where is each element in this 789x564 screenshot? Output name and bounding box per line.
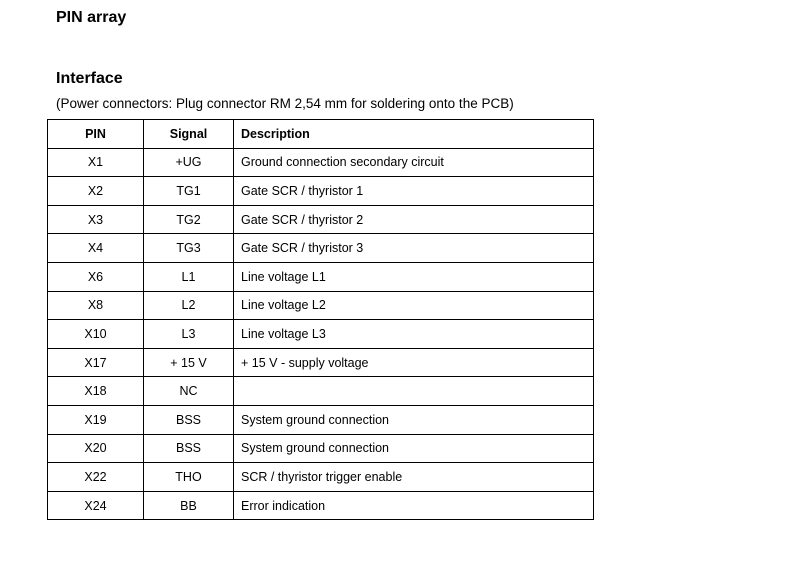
connector-note: (Power connectors: Plug connector RM 2,54 mm for soldering onto the PCB) (56, 96, 514, 111)
table-row (48, 377, 594, 406)
signal-cell: BSS (144, 434, 234, 463)
pin-cell: X6 (48, 262, 144, 291)
pin-cell: X18 (48, 377, 144, 406)
table-row (48, 205, 594, 234)
signal-cell: L2 (144, 291, 234, 320)
description-cell: SCR / thyristor trigger enable (234, 463, 594, 492)
signal-cell: TG2 (144, 205, 234, 234)
pin-cell: X20 (48, 434, 144, 463)
pin-cell: X19 (48, 405, 144, 434)
table-header-row (48, 120, 594, 149)
signal-cell: NC (144, 377, 234, 406)
table-row (48, 348, 594, 377)
header-signal: Signal (144, 120, 234, 149)
table-row (48, 491, 594, 520)
header-pin: PIN (48, 120, 144, 149)
signal-cell: L3 (144, 320, 234, 349)
signal-cell: + 15 V (144, 348, 234, 377)
table-row (48, 463, 594, 492)
pin-cell: X8 (48, 291, 144, 320)
section-title: Interface (56, 70, 123, 87)
pin-cell: X1 (48, 148, 144, 177)
signal-cell: TG1 (144, 177, 234, 206)
description-cell: System ground connection (234, 434, 594, 463)
pin-table (47, 119, 594, 520)
pin-cell: X4 (48, 234, 144, 263)
pin-cell: X2 (48, 177, 144, 206)
table-row (48, 177, 594, 206)
pin-cell: X17 (48, 348, 144, 377)
pin-cell: X10 (48, 320, 144, 349)
signal-cell: BSS (144, 405, 234, 434)
table-row (48, 405, 594, 434)
table-row (48, 291, 594, 320)
table-row (48, 148, 594, 177)
description-cell (234, 377, 594, 406)
description-cell: Line voltage L3 (234, 320, 594, 349)
description-cell: Error indication (234, 491, 594, 520)
table-row (48, 234, 594, 263)
description-cell: Ground connection secondary circuit (234, 148, 594, 177)
signal-cell: THO (144, 463, 234, 492)
signal-cell: TG3 (144, 234, 234, 263)
signal-cell: +UG (144, 148, 234, 177)
description-cell: Gate SCR / thyristor 3 (234, 234, 594, 263)
description-cell: System ground connection (234, 405, 594, 434)
table-row (48, 434, 594, 463)
signal-cell: BB (144, 491, 234, 520)
description-cell: Gate SCR / thyristor 2 (234, 205, 594, 234)
description-cell: Gate SCR / thyristor 1 (234, 177, 594, 206)
pin-cell: X22 (48, 463, 144, 492)
signal-cell: L1 (144, 262, 234, 291)
pin-cell: X3 (48, 205, 144, 234)
description-cell: Line voltage L2 (234, 291, 594, 320)
table-row (48, 320, 594, 349)
pin-cell: X24 (48, 491, 144, 520)
header-description: Description (234, 120, 594, 149)
description-cell: + 15 V - supply voltage (234, 348, 594, 377)
page-title: PIN array (56, 9, 127, 26)
table-row (48, 262, 594, 291)
description-cell: Line voltage L1 (234, 262, 594, 291)
